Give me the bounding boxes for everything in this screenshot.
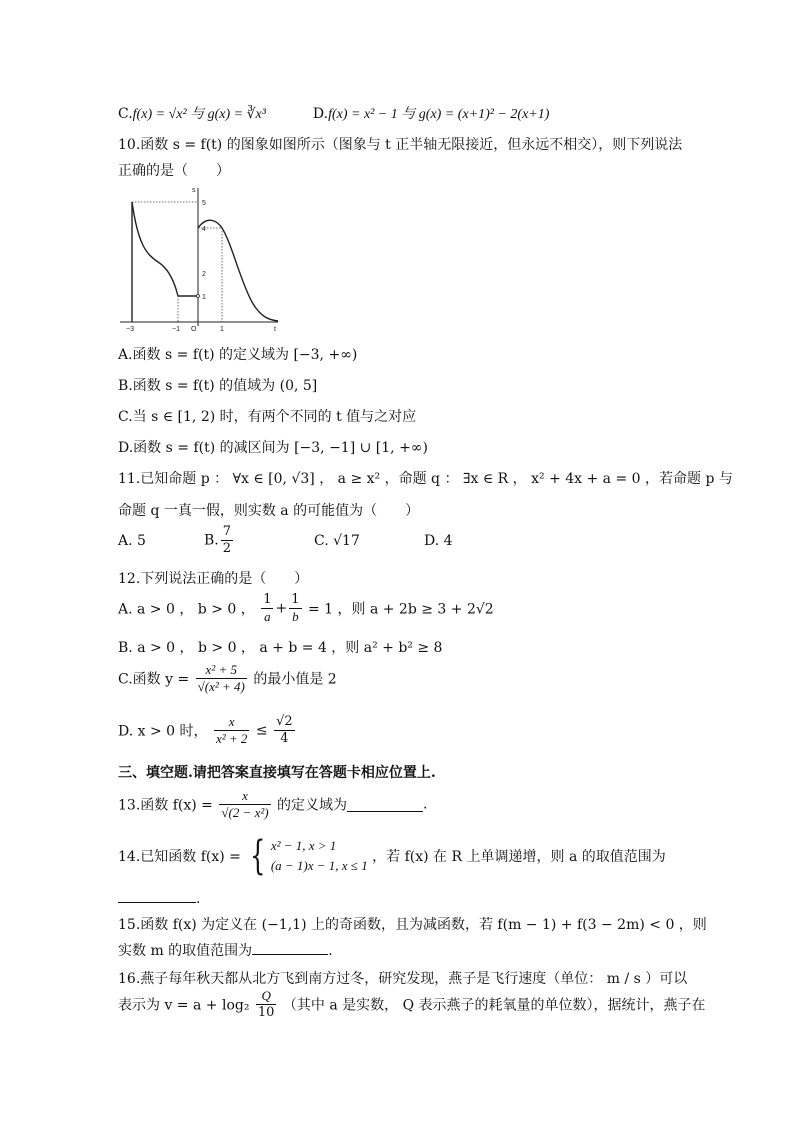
q11-option-c: C. √17	[314, 532, 360, 549]
y-tick-5: 5	[202, 200, 206, 207]
y-tick-1: 1	[202, 294, 206, 301]
x-tick-1: 1	[220, 326, 224, 332]
q11-option-a: A. 5	[118, 532, 146, 549]
q13-answer-blank[interactable]	[347, 797, 423, 812]
y-tick-2: 2	[202, 271, 206, 278]
q11-option-d: D. 4	[424, 532, 453, 549]
q12-stem: 12.下列说法正确的是（ ）	[118, 571, 309, 587]
y-tick-4: 4	[202, 226, 206, 233]
q10-stem-line1: 10.函数 s = f(t) 的图象如图所示（图象与 t 正半轴无限接近，但永远不相交），则下列说法	[118, 137, 683, 153]
q10-option-c: C.当 s ∈ [1, 2) 时，有两个不同的 t 值与之对应	[118, 409, 417, 425]
q15-answer-blank[interactable]	[252, 940, 328, 955]
q9-option-c-text: f(x) = √x² 与 g(x) = ∛x³	[132, 107, 266, 122]
q10-stem-line2: 正确的是（ ）	[118, 163, 230, 179]
x-tick-m1: −1	[172, 326, 180, 332]
q16-stem-line1: 16.燕子每年秋天都从北方飞到南方过冬，研究发现，燕子是飞行速度（单位： m / s ）可以	[118, 971, 688, 987]
q9-option-c-label: C.	[118, 106, 133, 122]
x-tick-m3: −3	[126, 326, 134, 332]
q14-stem: 14.已知函数 f(x) = { x² − 1, x > 1 (a − 1)x − 1, x ≤ 1 ，若 f(x) 在 R 上单调递增，则 a 的取值范围为	[118, 833, 666, 879]
q10-option-b: B.函数 s = f(t) 的值域为 (0, 5]	[118, 378, 318, 394]
q10-option-d: D.函数 s = f(t) 的减区间为 [−3, −1] ∪ [1, +∞)	[118, 440, 428, 456]
origin-label: O	[191, 326, 197, 332]
x-axis-label: t	[274, 326, 276, 332]
q12-option-d: D. x > 0 时， $\frac{x}{\text{x² + 2}}$ ≤ $\frac{√2}{4}$	[118, 714, 293, 746]
q15-stem-line1: 15.函数 f(x) 为定义在 (−1,1) 上的奇函数，且为减函数，若 f(m − 1) + f(3 − 2m) < 0 ，则	[118, 917, 707, 933]
q9-option-d-text: f(x) = x² − 1 与 g(x) = (x+1)² − 2(x+1)	[328, 107, 550, 122]
q12-option-c: C.函数 y = $\frac{\text{x² + 5}}{\text{√(x² + 4)}}$ 的最小值是 2	[118, 662, 337, 694]
curve-right	[198, 220, 278, 321]
q15-stem-line2: 实数 m 的取值范围为 .	[118, 940, 333, 960]
q14-answer-row: .	[118, 888, 200, 907]
q11-stem-line2: 命题 q 一真一假，则实数 a 的可能值为（ ）	[118, 503, 420, 519]
q12-option-b: B. a > 0 ， b > 0 ， a + b = 4 ，则 a² + b² ≥ 8	[118, 640, 443, 656]
y-axis-label: s	[192, 187, 196, 194]
q10-function-graph	[118, 184, 282, 332]
open-point	[197, 295, 200, 298]
q14-answer-blank[interactable]	[118, 888, 196, 903]
q12-option-a: A. a > 0 ， b > 0 ， $\frac{1}{a}$ + $\frac{1}{b}$ = 1 ，则 a + 2b ≥ 3 + 2√2	[118, 592, 494, 624]
curve-left	[132, 202, 178, 296]
q16-stem-line2: 表示为 v = a + log₂ $\frac{Q}{10}$ （其中 a 是实数， Q 表示燕子的耗氧量的单位数），据统计，燕子在	[118, 988, 706, 1020]
q11-options-row	[118, 524, 453, 557]
section3-title: 三、填空题.请把答案直接填写在答题卡相应位置上.	[118, 765, 436, 781]
q9-options-row	[118, 103, 549, 123]
q11-stem-line1: 11.已知命题 p ： ∀x ∈ [0, √3] ， a ≥ x² ，命题 q ： ∃x ∈ R ， x² + 4x + a = 0 ，若命题 p 与	[118, 471, 733, 487]
q11-option-b: B. $\frac{7}{2}$	[204, 524, 232, 556]
q10-option-a: A.函数 s = f(t) 的定义域为 [−3, +∞)	[118, 347, 358, 363]
q13-stem: 13.函数 f(x) = $\frac{x}{\text{√(2 − x²)}}$ 的定义域为 .	[118, 788, 428, 820]
q9-option-d-label: D.	[312, 106, 329, 122]
